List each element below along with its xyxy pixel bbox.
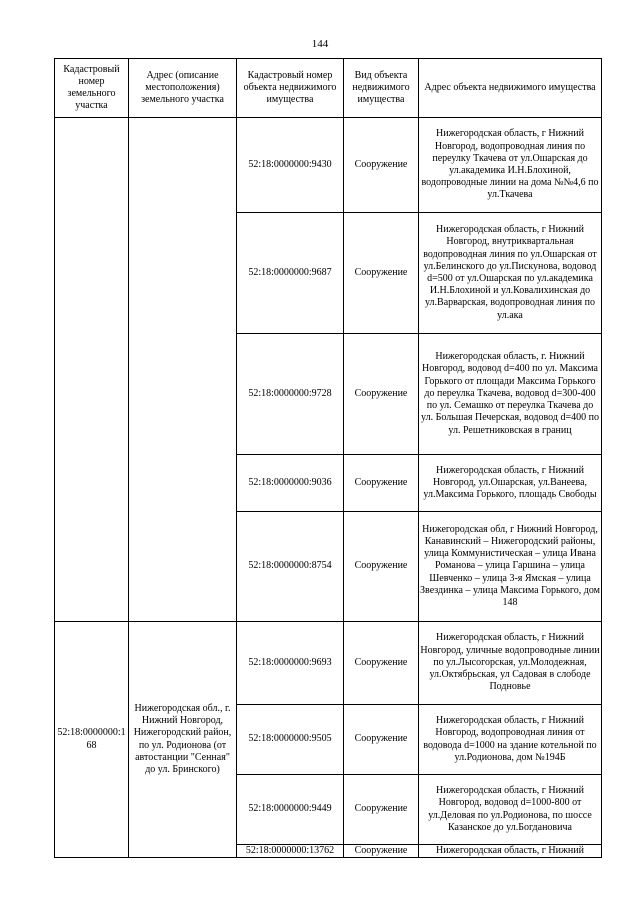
table-row [55,622,602,705]
object-cadastral-number: 52:18:0000000:9687 [237,213,344,334]
object-type: Сооружение [344,622,419,705]
header-land-address: Адрес (описание местоположения) земельного участка [129,59,237,118]
object-type: Сооружение [344,118,419,213]
object-cadastral-number: 52:18:0000000:8754 [237,512,344,622]
registry-table [54,58,602,858]
header-object-address: Адрес объекта недвижимого имущества [419,59,602,118]
header-cadastral-object: Кадастровый номер объекта недвижимого имущества [237,59,344,118]
object-address: Нижегородская область, г Нижний Новгород, уличные водопроводные линии по ул.Лысогорская, ул.Молодежная, ул.Октябрьская, ул Садовая в слободе Подновье [419,622,602,705]
land-address: Нижегородская обл., г. Нижний Новгород, Нижегородский район, по ул. Родионова (от автостанции "Сенная" до ул. Бринского) [129,622,237,858]
object-address: Нижегородская область, г Нижний Новгород, ул.Ошарская, ул.Ванеева, ул.Максима Горького, площадь Свободы [419,455,602,512]
object-type: Сооружение [344,455,419,512]
object-type: Сооружение [344,845,419,858]
cadastral-land-number: 52:18:0000000:168 [55,622,129,858]
header-cadastral-land: Кадастровый номер земельного участка [55,59,129,118]
object-cadastral-number: 52:18:0000000:13762 [237,845,344,858]
object-cadastral-number: 52:18:0000000:9505 [237,705,344,775]
object-cadastral-number: 52:18:0000000:9728 [237,334,344,455]
object-type: Сооружение [344,213,419,334]
object-cadastral-number: 52:18:0000000:9430 [237,118,344,213]
object-type: Сооружение [344,512,419,622]
header-object-type: Вид объекта недвижимого имущества [344,59,419,118]
object-cadastral-number: 52:18:0000000:9449 [237,775,344,845]
object-type: Сооружение [344,775,419,845]
object-address: Нижегородская область, г Нижний Новгород, водовод d=1000-800 от ул.Деловая по ул.Родионова, по шоссе Казанское до ул.Богдановича [419,775,602,845]
land-address-cell-empty [129,118,237,622]
object-address: Нижегородская область, г Нижний Новгород, внутриквартальная водопроводная линия по ул.Ошарская от ул.Белинского до ул.Пискунова, водовод d=500 от ул.Ошарская по ул.академика И.Н.Блохиной и ул.Ковалихинская до ул.Варварская, водопроводная линия по ул.ака [419,213,602,334]
cadastral-land-cell-empty [55,118,129,622]
table-row [55,118,602,213]
object-address: Нижегородская область, г Нижний Новгород, водопроводная линия по переулку Ткачева от ул.Ошарская до ул.академика И.Н.Блохиной, водопроводные линии на дома №№4,6 по ул.Ткачева [419,118,602,213]
object-type: Сооружение [344,705,419,775]
object-cadastral-number: 52:18:0000000:9693 [237,622,344,705]
object-cadastral-number: 52:18:0000000:9036 [237,455,344,512]
object-address: Нижегородская область, г Нижний [419,845,602,858]
object-type: Сооружение [344,334,419,455]
object-address: Нижегородская обл, г Нижний Новгород, Канавинский – Нижегородский районы, улица Коммунистическая – улица Ивана Романова – улица Гаршина – улица Шевченко – улица 3-я Ямская – улица Звездинка – улица Максима Горького, дом 148 [419,512,602,622]
header-row [55,59,602,118]
page-number: 144 [311,38,329,50]
object-address: Нижегородская область, г. Нижний Новгород, водовод d=400 по ул. Максима Горького от площади Максима Горького до переулка Ткачева, водовод d=300-400 по ул. Семашко от переулка Ткачева до ул. Большая Печерская, водовод d=400 по ул. Решетниковская в границ [419,334,602,455]
object-address: Нижегородская область, г Нижний Новгород, водопроводная линия от водовода d=1000 на здание котельной по ул.Родионова, дом №194Б [419,705,602,775]
